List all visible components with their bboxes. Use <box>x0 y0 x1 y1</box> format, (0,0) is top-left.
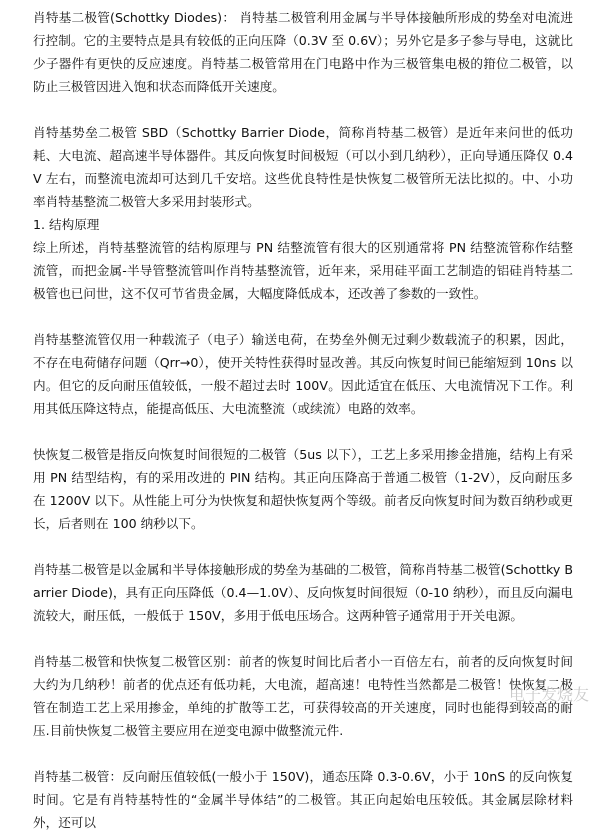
document-body <box>33 6 573 834</box>
watermark-logo: 电子发烧友 <box>508 685 589 704</box>
paragraph-schottky-intro: 肖特基二极管(Schottky Diodes)： 肖特基二极管利用金属与半导体接触所形成的势垒对电流进行控制。它的主要特点是具有较低的正向压降（0.3V 至 0.6V）；另外它是多子参与导电，这就比少子器件有更快的反应速度。肖特基二极管常用在门电路中作为三极管集电极的箝位二极管，以防止三极管因进入饱和状态而降低开关速度。 <box>33 10 573 94</box>
paragraph-schottky-characteristics: 肖特基二极管是以金属和半导体接触形成的势垒为基础的二极管，简称肖特基二极管(Schottky Barrier Diode)，具有正向压降低（0.4—1.0V）、反向恢复时间很短（0-10 纳秒），而且反向漏电流较大，耐压低，一般低于 150V，多用于低电压场合。这两种管子通常用于开关电源。 <box>33 562 573 623</box>
paragraph-sbd-overview: 肖特基势垒二极管 SBD（Schottky Barrier Diode，简称肖特基二极管）是近年来问世的低功耗、大电流、超高速半导体器件。其反向恢复时间极短（可以小到几纳秒），正向导通压降仅 0.4V 左右，而整流电流却可达到几千安培。这些优良特性是快恢复二极管所无法比拟的。中、小功率肖特基整流二极管大多采用封装形式。 <box>33 125 573 209</box>
paragraph-fast-recovery: 快恢复二极管是指反向恢复时间很短的二极管（5us 以下），工艺上多采用掺金措施，结构上有采用 PN 结型结构，有的采用改进的 PIN 结构。其正向压降高于普通二极管（1-2V），反向耐压多在 1200V 以下。从性能上可分为快恢复和超快恢复两个等级。前者反向恢复时间为数百纳秒或更长，后者则在 100 纳秒以下。 <box>33 447 573 531</box>
paragraph-schottky-summary: 肖特基二极管：反向耐压值较低(一般小于 150V)，通态压降 0.3-0.6V，小于 10nS 的反向恢复时间。它是有肖特基特性的“金属半导体结”的二极管。其正向起始电压较低。其金属层除材料外，还可以 <box>33 769 573 830</box>
section-heading-structure: 1. 结构原理 <box>33 217 100 232</box>
paragraph-comparison: 肖特基二极管和快恢复二极管区别：前者的恢复时间比后者小一百倍左右，前者的反向恢复时间大约为几纳秒！前者的优点还有低功耗，大电流，超高速！电特性当然都是二极管！快恢复二极管在制造工艺上采用掺金，单纯的扩散等工艺，可获得较高的开关速度，同时也能得到较高的耐压.目前快恢复二极管主要应用在逆变电源中做整流元件. <box>33 654 573 738</box>
paragraph-single-carrier: 肖特基整流管仅用一种载流子（电子）输送电荷，在势垒外侧无过剩少数载流子的积累，因此，不存在电荷储存问题（Qrr→0），使开关特性获得时显改善。其反向恢复时间已能缩短到 10ns 以内。但它的反向耐压值较低，一般不超过去时 100V。因此适宜在低压、大电流情况下工作。利用其低压降这特点，能提高低压、大电流整流（或续流）电路的效率。 <box>33 332 573 416</box>
paragraph-structure-principle: 综上所述，肖特基整流管的结构原理与 PN 结整流管有很大的区别通常将 PN 结整流管称作结整流管，而把金属-半导管整流管叫作肖特基整流管，近年来，采用硅平面工艺制造的铝硅肖特基二极管也已问世，这不仅可节省贵金属，大幅度降低成本，还改善了参数的一致性。 <box>33 240 573 301</box>
